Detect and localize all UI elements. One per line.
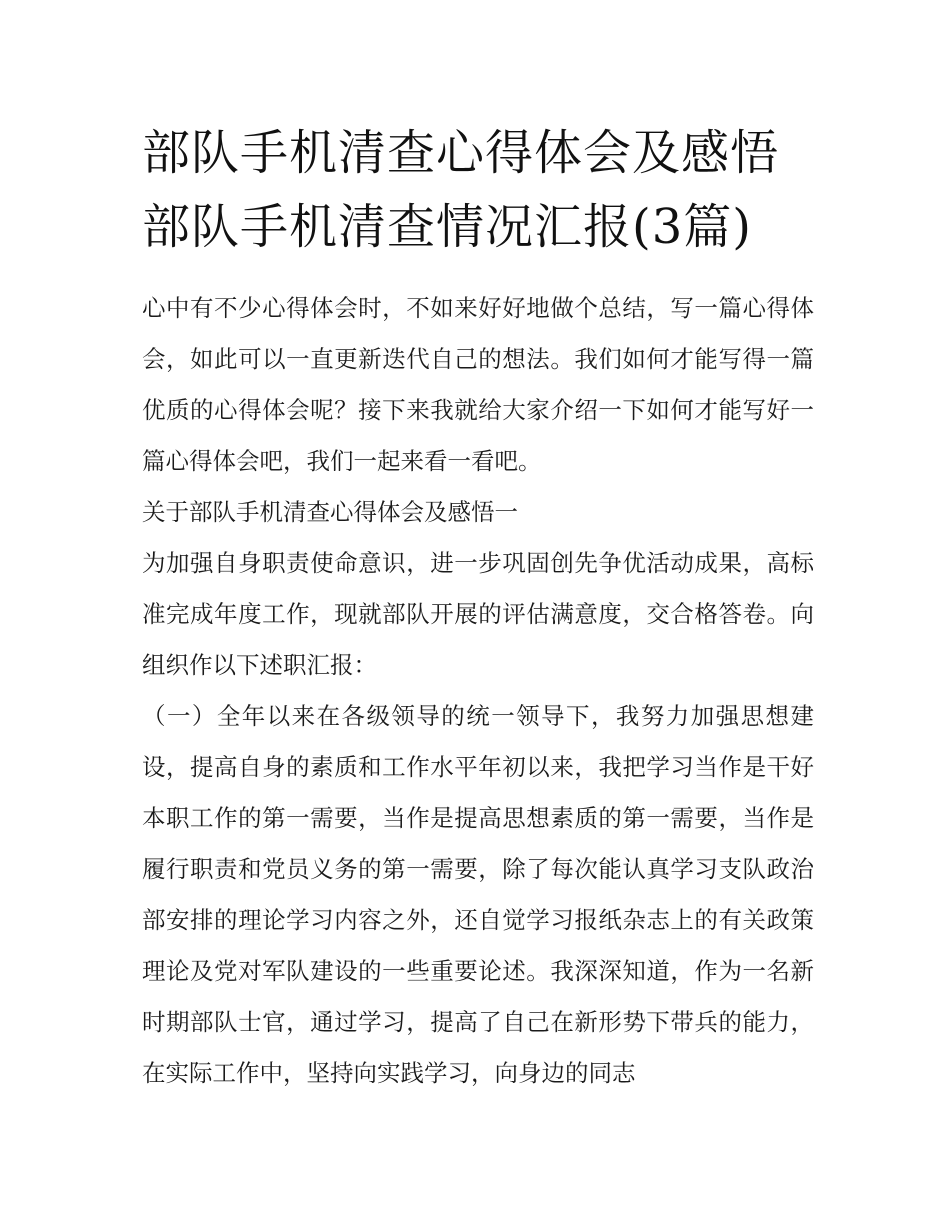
section-heading: 关于部队手机清查心得体会及感悟一 [142,498,518,526]
document-title [142,116,822,264]
body-paragraph: （一）全年以来在各级领导的统一领导下，我努力加强思想建设，提高自身的素质和工作水平年初以来，我把学习当作是干好本职工作的第一需要，当作是提高思想素质的第一需要，当作是履行职责和党员义务的第一需要，除了每次能认真学习支队政治部安排的理论学习内容之外，还自觉学习报纸杂志上的有关政策理论及党对军队建设的一些重要论述。我深深知道，作为一名新时期部队士官，通过学习，提高了自己在新形势下带兵的能力，在实际工作中，坚持向实践学习，向身边的同志 [142,702,814,1087]
title-line-2: 部队手机清查情况汇报(3篇) [142,199,752,255]
body-paragraph: 为加强自身职责使命意识，进一步巩固创先争优活动成果，高标准完成年度工作，现就部队开展的评估满意度，交合格答卷。向组织作以下述职汇报： [142,549,814,679]
title-line-1: 部队手机清查心得体会及感悟 [142,125,780,181]
document-body [142,283,814,1099]
intro-paragraph: 心中有不少心得体会时，不如来好好地做个总结，写一篇心得体会，如此可以一直更新迭代自己的想法。我们如何才能写得一篇优质的心得体会呢？接下来我就给大家介绍一下如何才能写好一篇心得体会吧，我们一起来看一看吧。 [142,294,814,475]
